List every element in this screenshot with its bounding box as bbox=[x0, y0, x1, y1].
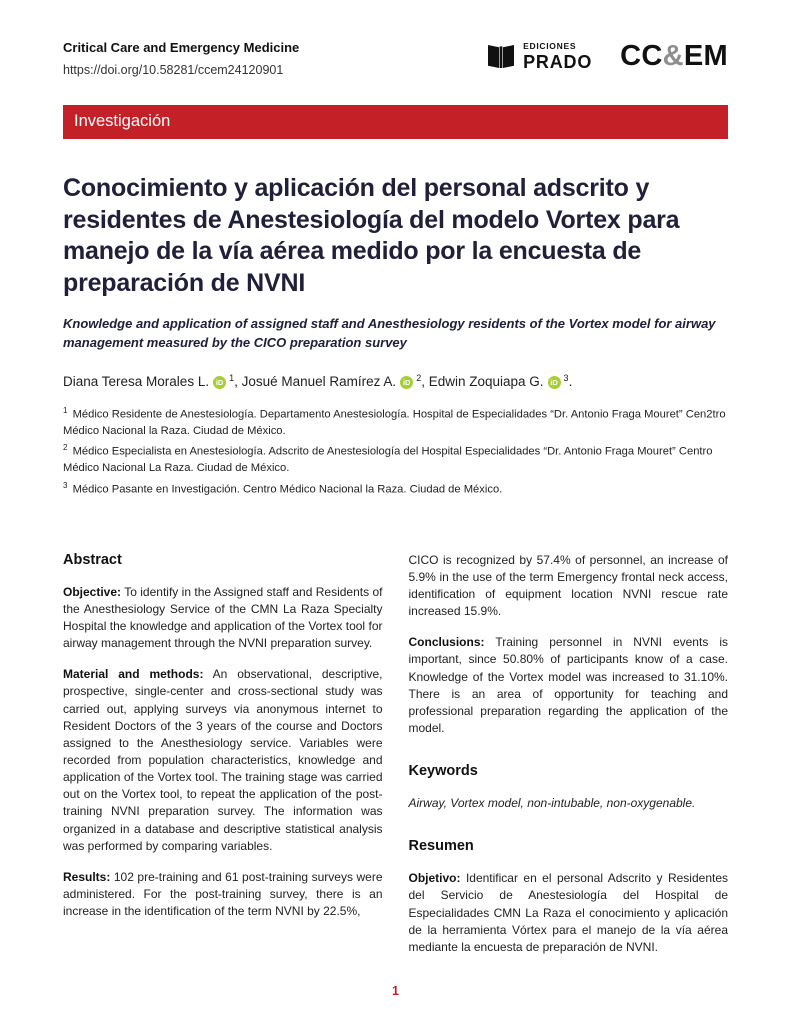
affiliation-2-marker: 2 bbox=[63, 443, 68, 453]
abstract-heading: Abstract bbox=[63, 551, 122, 568]
doi-link[interactable]: https://doi.org/10.58281/ccem24120901 bbox=[63, 63, 284, 77]
masthead-right bbox=[486, 42, 728, 71]
author-3-name: Edwin Zoquiapa G. bbox=[428, 374, 544, 390]
affiliation-3-marker: 3 bbox=[63, 480, 68, 490]
publisher-name-top: EDICIONES bbox=[523, 41, 577, 52]
masthead-left bbox=[63, 40, 299, 79]
author-separator: , bbox=[421, 374, 429, 390]
section-banner-label: Investigación bbox=[74, 112, 171, 130]
masthead bbox=[63, 40, 728, 79]
abstract-results-label: Results: bbox=[63, 869, 111, 884]
publisher-name bbox=[523, 42, 592, 71]
resumen-heading: Resumen bbox=[408, 838, 474, 855]
author-3 bbox=[429, 374, 573, 389]
journal-logo-ampersand: & bbox=[662, 40, 684, 72]
abstract-objective-text: To identify in the Assigned staff and Residents of the Anesthesiology Service of the CMN La Raza Specialty Hospital the knowledge and application of the Vortex tool for airway management through the NVNI preparation survey. bbox=[63, 584, 383, 651]
abstract-methods bbox=[63, 666, 383, 855]
keywords-text: Airway, Vortex model, non-intubable, non-oxygenable. bbox=[408, 796, 696, 811]
orcid-icon[interactable]: iD bbox=[548, 376, 561, 389]
abstract-conclusions bbox=[409, 634, 729, 737]
section-banner bbox=[63, 105, 728, 139]
orcid-icon[interactable]: iD bbox=[213, 376, 226, 389]
author-1 bbox=[63, 374, 242, 389]
abstract-objective-label: Objective: bbox=[63, 584, 122, 599]
affiliation-3 bbox=[63, 480, 728, 498]
publisher-logo bbox=[486, 42, 592, 71]
author-separator: , bbox=[234, 374, 242, 390]
author-1-affiliation-ref: 1 bbox=[229, 372, 235, 383]
journal-logo-em: EM bbox=[683, 40, 728, 72]
book-icon bbox=[486, 43, 516, 70]
abstract-column-right bbox=[409, 552, 729, 971]
affiliation-1-marker: 1 bbox=[63, 406, 68, 416]
author-2 bbox=[242, 374, 429, 389]
journal-logo bbox=[620, 42, 728, 71]
resumen-objetivo-label: Objetivo: bbox=[408, 871, 461, 886]
abstract-methods-label: Material and methods: bbox=[63, 667, 204, 682]
abstract-methods-text: An observational, descriptive, prospective, single-center and cross-sectional study was carried out, applying surveys via anonymous internet to Resident Doctors of the 3 years of the course and Doctors assigned to the Anesthesiology service. Variables were recorded from population characteristics, knowledge and application of the Vortex tool. The training stage was carried out on the Vortex tool, to repeat the application of the post-training NVNI preparation survey. The information was organized in a database and descriptive statistical analysis was performed by comparing variables. bbox=[63, 667, 383, 853]
author-separator: . bbox=[568, 374, 573, 390]
article-subtitle-english: Knowledge and application of assigned staff and Anesthesiology residents of the Vortex model for airway management measured by the CICO preparation survey bbox=[63, 316, 716, 350]
abstract-section bbox=[63, 552, 728, 971]
abstract-conclusions-label: Conclusions: bbox=[408, 635, 485, 650]
resumen-objetivo bbox=[409, 870, 729, 956]
article-title: Conocimiento y aplicación del personal adscrito y residentes de Anestesiología del modelo Vortex para manejo de la vía aérea medido por la encuesta de preparación de NVNI bbox=[63, 174, 680, 297]
journal-logo-cc: CC bbox=[620, 40, 663, 72]
affiliation-1 bbox=[63, 405, 728, 439]
affiliations bbox=[63, 405, 728, 497]
affiliation-1-text: Médico Residente de Anestesiología. Departamento Anestesiología. Hospital de Especialidades “Dr. Antonio Fraga Mouret” Cen2tro Médico Nacional la Raza. Ciudad de México. bbox=[63, 408, 726, 438]
keywords-heading: Keywords bbox=[408, 763, 478, 780]
author-2-affiliation-ref: 2 bbox=[416, 372, 422, 383]
affiliation-2 bbox=[63, 442, 728, 476]
abstract-objective bbox=[63, 584, 383, 653]
abstract-results-continued: CICO is recognized by 57.4% of personnel, an increase of 5.9% in the use of the term Emergency frontal neck access, identification of equipment location NVNI rescue rate increased 15.9%. bbox=[408, 552, 728, 619]
journal-name: Critical Care and Emergency Medicine bbox=[63, 40, 300, 55]
abstract-conclusions-text: Training personnel in NVNI events is important, since 50.80% of participants know of a case. Knowledge of the Vortex model was increased to 31.10%. There is an area of opportunity for teaching and professional preparation regarding the application of the model. bbox=[408, 635, 728, 735]
affiliation-2-text: Médico Especialista en Anestesiología. Adscrito de Anestesiología del Hospital Especialidades “Dr. Antonio Fraga Mouret” Centro Médico Nacional La Raza. Ciudad de México. bbox=[63, 446, 713, 475]
author-2-name: Josué Manuel Ramírez A. bbox=[241, 374, 397, 390]
abstract-results-text: 102 pre-training and 61 post-training surveys were administered. For the post-training survey, there is an increase in the identification of the term NVNI by 22.5%, bbox=[63, 869, 383, 919]
orcid-icon[interactable]: iD bbox=[400, 376, 413, 389]
abstract-results bbox=[63, 869, 383, 920]
resumen-objetivo-text: Identificar en el personal Adscrito y Residentes del Servicio de Anestesiología del Hospital de Especialidades CMN La Raza el conocimiento y aplicación de la herramienta Vórtex para el manejo de la vía aérea mediante la encuesta de preparación de NVNI. bbox=[408, 871, 728, 954]
author-3-affiliation-ref: 3 bbox=[563, 372, 569, 383]
author-line bbox=[63, 373, 728, 390]
abstract-column-left bbox=[63, 552, 383, 971]
page-number: 1 bbox=[392, 984, 399, 998]
affiliation-3-text: Médico Pasante en Investigación. Centro Médico Nacional la Raza. Ciudad de México. bbox=[72, 483, 503, 496]
author-1-name: Diana Teresa Morales L. bbox=[63, 374, 210, 390]
page-footer bbox=[0, 982, 791, 1000]
publisher-name-bottom: PRADO bbox=[523, 51, 593, 72]
